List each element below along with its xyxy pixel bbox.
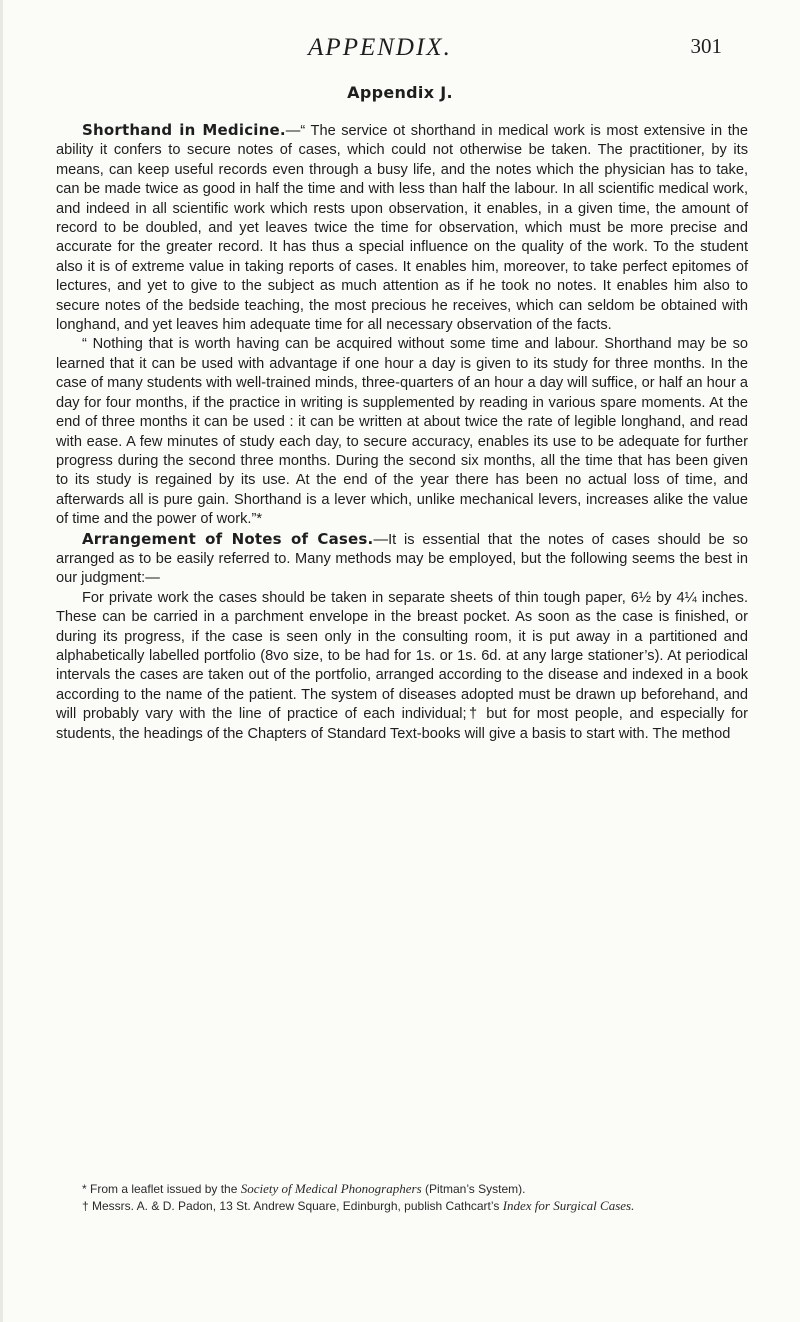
arrangement-text-1: —It is essential that the notes of cases should be so arranged as to be easily referred to. Many methods may be employed, but the following seems the best in our judgment:— [56, 531, 748, 587]
body-text [56, 121, 748, 744]
shorthand-paragraph-1 [56, 121, 748, 335]
footnote-2-title: Index for Surgical Cases. [502, 1197, 635, 1213]
page-edge [0, 0, 3, 1322]
shorthand-heading: Shorthand in Medicine. [82, 121, 286, 139]
footnote-1-text: * From a leaflet issued by the [82, 1182, 241, 1196]
appendix-title: Appendix J. [347, 83, 453, 102]
arrangement-heading: Arrangement of Notes of Cases. [82, 529, 374, 548]
footnote-2-text: † Messrs. A. & D. Padon, 13 St. Andrew Square, Edinburgh, publish Cathcart’s [82, 1198, 503, 1213]
shorthand-paragraph-2: “ Nothing that is worth having can be acquired without some time and labour. Shorthand may be so learned that it can be used with advantage if one hour a day is given to its study for three months. In the case of many students with well-trained minds, three-quarters of an hour a day will suffice, or half an hour a day for four months, if the practice in writing is supplemented by reading in various spare moments. At the end of three months it can be used : it can be written at about twice the rate of legible longhand, and read with ease. A few minutes of study each day, to secure accuracy, enables its use to be adequate for further progress during the second three months. During the second six months, all the time that has been given to its study is regained by its use. At the end of the year there has been no actual loss of time, and afterwards all is pure gain. Shorthand is a lever which, unlike mechanical levers, increases alike the value of time and the power of work.”* [56, 336, 748, 528]
arrangement-paragraph-1 [56, 530, 748, 589]
arrangement-paragraph-2: For private work the cases should be taken in separate sheets of thin tough paper, 6½ by 4¼ inches. These can be carried in a parchment envelope in the breast pocket. As soon as the case is finished, or during its progress, if the case is seen only in the consulting room, it is put away in a partitioned and alphabetically labelled portfolio (8vo size, to be had for 1s. or 1s. 6d. at any large stationer’s). At periodical intervals the cases are taken out of the portfolio, arranged according to the disease and indexed in a book according to the name of the patient. The system of diseases adopted must be drawn up beforehand, and will probably vary with the line of practice of each individual;† but for most people, and especially for students, the headings of the Chapters of Standard Text-books will give a basis to start with. The method [56, 589, 748, 742]
running-head: APPENDIX. [308, 34, 452, 61]
footnote-1-title: Society of Medical Phonographers [240, 1181, 422, 1196]
footnote-1 [56, 1181, 748, 1198]
footnote-2 [56, 1198, 748, 1215]
footnotes [56, 1181, 748, 1214]
footnote-1-tail: (Pitman’s System). [421, 1182, 526, 1196]
shorthand-text-1: —“ The service ot shorthand in medical work is most extensive in the ability it confers to secure notes of cases, which could not otherwise be taken. The practitioner, by its means, can keep useful records even through a busy life, and the notes which the physician has to take, can be made twice as good in half the time and with less than half the labour. In all scientific medical work, and indeed in all scientific work which rests upon observation, it enables, in a given time, the amount of record to be doubled, and yet leaves twice the time for observation, which must be more precise and accurate for the greater record. It has thus a special influence on the quality of the work. To the student also it is of extreme value in taking reports of cases. It enables him, moreover, to take perfect epitomes of lectures, and yet to give to the subject as much attention as if he took no notes. It enables him also to secure notes of the bedside teaching, the most precious he receives, which can seldom be obtained with longhand, and yet leaves him adequate time for all necessary observation of the facts. [56, 123, 748, 334]
page-number: 301 [690, 34, 722, 58]
